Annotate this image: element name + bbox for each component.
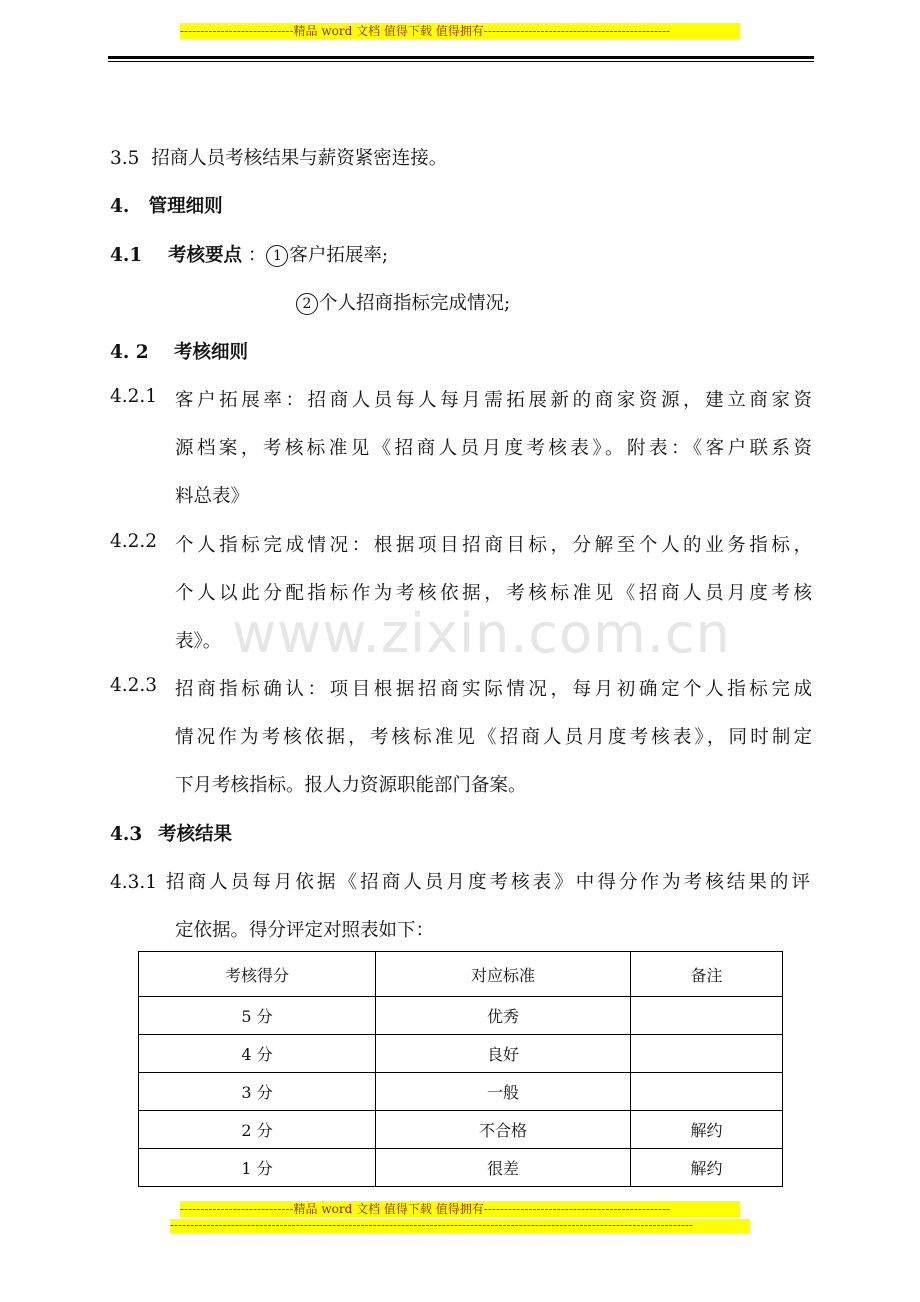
table-cell: 良好 bbox=[376, 1035, 631, 1073]
table-header-row bbox=[139, 952, 783, 997]
table-cell bbox=[631, 1073, 783, 1111]
section-4-1-number: 4.1 bbox=[110, 245, 143, 266]
table-header-cell: 备注 bbox=[631, 952, 783, 997]
section-4-2-2-line-3: 表》。 bbox=[175, 631, 222, 652]
section-4-2-1-line-3: 料总表》 bbox=[175, 486, 250, 507]
section-4-1-item-2-line bbox=[296, 289, 510, 315]
section-4-1-title: 考核要点 bbox=[168, 245, 243, 266]
table-cell: 2 分 bbox=[139, 1111, 376, 1149]
watermark: www.zixin.com.cn bbox=[232, 602, 731, 665]
footer-dash-line: --------------------------------------------------------------------------------------------------------------------------------- bbox=[170, 1219, 750, 1233]
header-rule-thin bbox=[108, 61, 814, 62]
table-cell: 一般 bbox=[376, 1073, 631, 1111]
para-3-5-text: 招商人员考核结果与薪资紧密连接。 bbox=[151, 148, 448, 169]
table-cell: 解约 bbox=[631, 1149, 783, 1187]
section-4-3-number: 4.3 bbox=[110, 824, 143, 845]
table-cell bbox=[631, 1035, 783, 1073]
section-4-3-1-line-1: 4.3.1 招商人员每月依据《招商人员月度考核表》中得分作为考核结果的评 bbox=[110, 872, 810, 893]
table-cell: 3 分 bbox=[139, 1073, 376, 1111]
table-cell: 5 分 bbox=[139, 997, 376, 1035]
footer-banner: ----------------------------精品 word 文档 值得下载 值得拥有---------------------------------------------- bbox=[180, 1201, 740, 1217]
table-header-cell: 考核得分 bbox=[139, 952, 376, 997]
section-4-2-2-line-2: 个人以此分配指标作为考核依据，考核标准见《招商人员月度考核 bbox=[175, 583, 812, 604]
section-4-2-1-line-1: 客户拓展率：招商人员每人每月需拓展新的商家资源，建立商家资 bbox=[175, 390, 812, 411]
section-4-2-2-number: 4.2.2 bbox=[110, 531, 158, 552]
section-4-2-number: 4. 2 bbox=[110, 342, 149, 363]
section-4-2-heading bbox=[110, 338, 248, 364]
table-cell bbox=[631, 997, 783, 1035]
section-4-1-item-2: 个人招商指标完成情况; bbox=[319, 293, 511, 314]
section-4-2-1-line-2: 源档案，考核标准见《招商人员月度考核表》。附表：《客户联系资 bbox=[175, 438, 812, 459]
section-4-2-2-line-1: 个人指标完成情况：根据项目招商目标，分解至个人的业务指标， bbox=[175, 535, 812, 556]
header-rule-thick bbox=[108, 56, 814, 59]
section-4-3-title: 考核结果 bbox=[158, 824, 233, 845]
table-header-cell: 对应标准 bbox=[376, 952, 631, 997]
table-cell: 优秀 bbox=[376, 997, 631, 1035]
section-4-3-1-line-2: 定依据。得分评定对照表如下： bbox=[175, 920, 435, 941]
score-table bbox=[138, 951, 783, 1187]
para-3-5-number: 3.5 bbox=[110, 148, 140, 169]
section-4-2-1-number: 4.2.1 bbox=[110, 386, 158, 407]
section-4-2-3-line-1: 招商指标确认：项目根据招商实际情况，每月初确定个人指标完成 bbox=[175, 679, 812, 700]
circled-number-1-icon: 1 bbox=[266, 245, 288, 267]
section-4-1-heading bbox=[110, 241, 388, 267]
table-row bbox=[139, 1035, 783, 1073]
section-4-2-3-number: 4.2.3 bbox=[110, 675, 158, 696]
para-3-5 bbox=[110, 144, 447, 170]
section-4-2-3-line-2: 情况作为考核依据，考核标准见《招商人员月度考核表》，同时制定 bbox=[175, 727, 812, 748]
section-4-title: 管理细则 bbox=[148, 196, 223, 217]
table-row bbox=[139, 997, 783, 1035]
table-cell: 不合格 bbox=[376, 1111, 631, 1149]
section-4-1-colon: ： bbox=[247, 245, 267, 266]
circled-number-2-icon: 2 bbox=[296, 293, 318, 315]
table-cell: 很差 bbox=[376, 1149, 631, 1187]
table-row bbox=[139, 1149, 783, 1187]
table-row bbox=[139, 1073, 783, 1111]
table-row bbox=[139, 1111, 783, 1149]
table-cell: 解约 bbox=[631, 1111, 783, 1149]
section-4-3-heading bbox=[110, 820, 232, 846]
table-cell: 1 分 bbox=[139, 1149, 376, 1187]
section-4-1-item-1: 客户拓展率; bbox=[289, 245, 389, 266]
table-cell: 4 分 bbox=[139, 1035, 376, 1073]
section-4-heading bbox=[110, 192, 223, 218]
section-4-2-title: 考核细则 bbox=[174, 342, 249, 363]
section-4-2-3-line-3: 下月考核指标。报人力资源职能部门备案。 bbox=[175, 775, 527, 796]
header-banner: ----------------------------精品 word 文档 值得下载 值得拥有---------------------------------------------- bbox=[180, 23, 740, 39]
section-4-number: 4. bbox=[110, 196, 130, 217]
